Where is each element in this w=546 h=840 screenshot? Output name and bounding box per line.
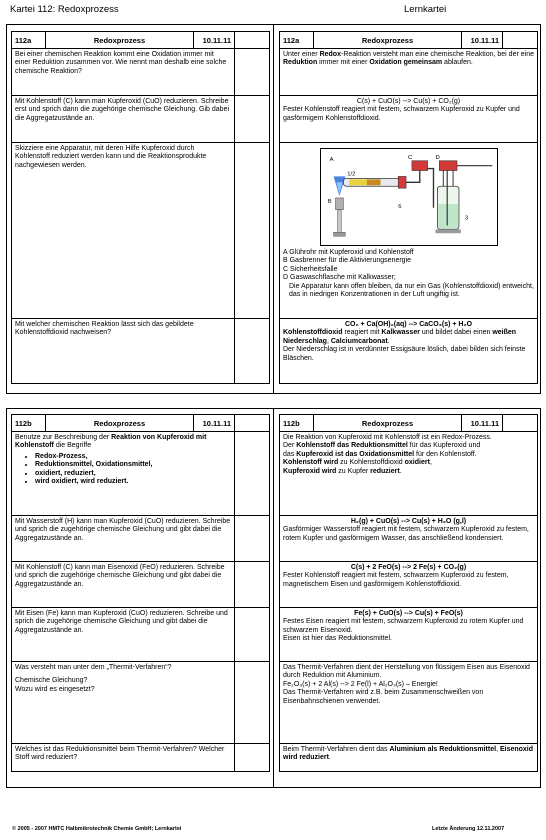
card-date: 10.11.11: [462, 415, 503, 432]
apparatus-diagram: [320, 148, 498, 246]
glow-tube-icon: [343, 178, 400, 186]
question-hydrogen-cuo: Mit Wasserstoff (H) kann man Kupferoxid (CuO) reduzieren. Schreibe und sprich die zugehörige chemische Gleichung und gibt dabei die Aggregatzustände an.: [12, 516, 235, 562]
card-blank-cell: [503, 415, 538, 432]
card-title: Redoxprozess: [46, 415, 194, 432]
card-title: Redoxprozess: [314, 32, 462, 49]
tube-icon: [406, 169, 433, 208]
card-112a-answers: [279, 31, 538, 384]
legend-b: B Gasbrenner für die Aktivierungsenergie: [283, 257, 412, 265]
footer-last-change: Letzte Änderung 12.11.2007: [432, 826, 505, 832]
question-iron-cuo: Mit Eisen (Fe) kann man Kupferoxid (CuO) reduzieren. Schreibe und sprich die zugehörige chemische Gleichung und gibt dabei die Aggregatzustände an.: [12, 608, 235, 662]
card-blank-cell: [503, 32, 538, 49]
equation: CO₂ + Ca(OH)₂(aq) --> CaCO₃(s) + H₂O: [344, 321, 473, 328]
card-date: 10.11.11: [194, 415, 235, 432]
card-number: 112a: [12, 32, 46, 49]
card-number: 112b: [12, 415, 46, 432]
equation: Fe₂O₃(s) + 2 Al(s) --> 2 Fe(l) + Al₂O₃(s) – Energie!: [283, 680, 438, 688]
check-cell: [235, 319, 270, 384]
figure-label-d: D: [434, 154, 440, 161]
check-cell: [235, 96, 270, 143]
page-title: Kartei 112: Redoxprozess: [10, 4, 119, 15]
answer-redox-terms: Die Reaktion von Kupferoxid mit Kohlenstoff ist ein Redox-Prozess. Der Kohlenstoff das Reduktionsmittel für das Kupferoxid und das Kupferoxid ist das Oxidationsmittel für den Kohlenstoff. Kohlenstoff wird zu Kohlenstoffdioxid oxidiert, Kupferoxid wird zu Kupfer reduziert.: [280, 432, 538, 516]
equation: C(s) + 2 FeO(s) --> 2 Fe(s) + CO₂(g): [350, 564, 467, 571]
question-carbon-feo: Mit Kohlenstoff (C) kann man Eisenoxid (FeO) reduzieren. Schreibe und sprich die zugehörige chemische Gleichung und gibt dabei die Aggregatzustände an.: [12, 562, 235, 608]
stopper-icon: [398, 176, 406, 188]
check-cell: [235, 662, 270, 744]
answer-iron-cuo: Fe(s) + CuO(s) --> Cu(s) + FeO(s) Festes Eisen reagiert mit festem, schwarzem Kupferoxid zu rotem Kupfer und schwarzem Eisenoxid. Eisen ist hier das Reduktionsmittel.: [280, 608, 538, 662]
legend-note: Die Apparatur kann offen bleiben, da nur ein Gas (Kohlenstoffdioxid) entweicht, das in niedrigen Konzentrationen in der Luft ungiftig ist.: [289, 282, 534, 298]
check-cell: [235, 608, 270, 662]
figure-label-six: 6: [397, 203, 401, 210]
equation: C(s) + CuO(s) --> Cu(s) + CO₂(g): [356, 98, 461, 105]
answer-carbon-feo: C(s) + 2 FeO(s) --> 2 Fe(s) + CO₂(g) Fester Kohlenstoff reagiert mit festem, schwarzem Kupferoxid zu festem, magnetischem Eisen und gasförmigem Kohlenstoffdioxid.: [280, 562, 538, 608]
legend-c: C Sicherheitsfalle: [283, 265, 338, 273]
list-item: • wird oxidiert, wird reduziert.: [35, 478, 231, 486]
footer-copyright: © 2005 - 2007 HMTC Halbmikrotechnik Chemie GmbH; Lernkartei: [12, 826, 182, 832]
card-title: Redoxprozess: [314, 415, 462, 432]
card-number: 112a: [280, 32, 314, 49]
list-item: • oxidiert, reduziert,: [35, 470, 231, 478]
figure-label-b: B: [327, 198, 332, 205]
question-thermit: Was versteht man unter dem „Thermit-Verfahren“? Chemische Gleichung? Wozu wird es eingesetzt?: [12, 662, 235, 744]
question-co2-detection: Mit welcher chemischen Reaktion lässt sich das gebildete Kohlenstoffdioxid nachweisen?: [12, 319, 235, 384]
card-number: 112b: [280, 415, 314, 432]
figure-label-a: A: [329, 156, 334, 163]
question-redox-terms: Benutze zur Beschreibung der Reaktion von Kupferoxid mit Kohlenstoff die Begriffe • Redox-Prozess, • Reduktionsmittel, Oxidationsmittel, • oxidiert, reduziert, • wird oxidiert, wird reduziert.: [12, 432, 235, 516]
question-carbon-cuo: Mit Kohlenstoff (C) kann man Kupferoxid (CuO) reduzieren. Schreibe erst und sprich dann die zugehörige chemische Gleichung. Gib dabei die Aggregatzustände an.: [12, 96, 235, 143]
card-blank-cell: [235, 415, 270, 432]
wash-bottle-icon: [435, 161, 460, 233]
equation: H₂(g) + CuO(s) --> Cu(s) + H₂O (g,l): [350, 518, 467, 525]
figure-label-c: C: [407, 154, 412, 161]
card-112a-questions: [11, 31, 270, 384]
check-cell: [235, 143, 270, 319]
answer-hydrogen-cuo: H₂(g) + CuO(s) --> Cu(s) + H₂O (g,l) Gasförmiger Wasserstoff reagiert mit festem, schwarzem Kupferoxid zu festem, rotem Kupfer und gasförmigem Wasser, das anschließend kondensiert.: [280, 516, 538, 562]
figure-label-half: 1/2: [346, 171, 355, 178]
card-112b-questions: [11, 414, 270, 772]
legend-a: A Glührohr mit Kupferoxid und Kohlenstoff: [283, 249, 414, 256]
answer-redox-definition: Unter einer Redox-Reaktion versteht man eine chemische Reaktion, bei der eine Reduktion immer mit einer Oxidation gemeinsam ablaufen.: [280, 49, 538, 96]
answer-thermit: Das Thermit-Verfahren dient der Herstellung von flüssigem Eisen aus Eisenoxid durch Reduktion mit Aluminium. Fe₂O₃(s) + 2 Al(s) --> 2 Fe(l) + Al₂O₃(s) – Energie! Das Thermit-Verfahren wird z.B. beim Zusammenschweißen von Eisenbahnschienen verwendet.: [280, 662, 538, 744]
figure-label-three: 3: [464, 215, 468, 222]
page-subtitle: Lernkartei: [404, 4, 447, 15]
card-blank-cell: [235, 32, 270, 49]
check-cell: [235, 49, 270, 96]
card-date: 10.11.11: [462, 32, 503, 49]
card-title: Redoxprozess: [46, 32, 194, 49]
card-date: 10.11.11: [194, 32, 235, 49]
equation: Fe(s) + CuO(s) --> Cu(s) + FeO(s): [354, 610, 463, 617]
terms-list: [35, 453, 231, 487]
answer-apparatus: [280, 143, 538, 319]
list-item: • Redox-Prozess,: [35, 453, 231, 461]
answer-carbon-cuo: C(s) + CuO(s) --> Cu(s) + CO₂(g) Fester Kohlenstoff reagiert mit festem, schwarzem Kupferoxid zu Kupfer und gasförmigem Kohlenstoffdioxid.: [280, 96, 538, 143]
safety-trap-icon: [411, 161, 427, 171]
list-item: • Reduktionsmittel, Oxidationsmittel,: [35, 461, 231, 469]
check-cell: [235, 562, 270, 608]
answer-co2-detection: CO₂ + Ca(OH)₂(aq) --> CaCO₃(s) + H₂O Kohlenstoffdioxid reagiert mit Kalkwasser und bildet dabei einen weißen Niederschlag, Calciumcarbonat. Der Niederschlag ist in verdünnter Essigsäure löslich, dabei bilden sich feinste Bläschen.: [280, 319, 538, 384]
question-redox-name: Bei einer chemischen Reaktion kommt eine Oxidation immer mit einer Reduktion zusammen vor. Wie nennt man deshalb eine solche chemische Reaktion?: [12, 49, 235, 96]
question-thermit-reducer: Welches ist das Reduktionsmittel beim Thermit-Verfahren? Welcher Stoff wird reduziert?: [12, 744, 235, 772]
check-cell: [235, 432, 270, 516]
answer-thermit-reducer: Beim Thermit-Verfahren dient das Aluminium als Reduktionsmittel, Eisenoxid wird reduziert.: [280, 744, 538, 772]
card-112b-answers: [279, 414, 538, 772]
question-apparatus: Skizziere eine Apparatur, mit deren Hilfe Kupferoxid durch Kohlenstoff reduziert werden kann und die Reaktionsprodukte nachgewiesen werden.: [12, 143, 235, 319]
check-cell: [235, 516, 270, 562]
legend-d: D Gaswaschflasche mit Kalkwasser;: [283, 274, 396, 282]
check-cell: [235, 744, 270, 772]
